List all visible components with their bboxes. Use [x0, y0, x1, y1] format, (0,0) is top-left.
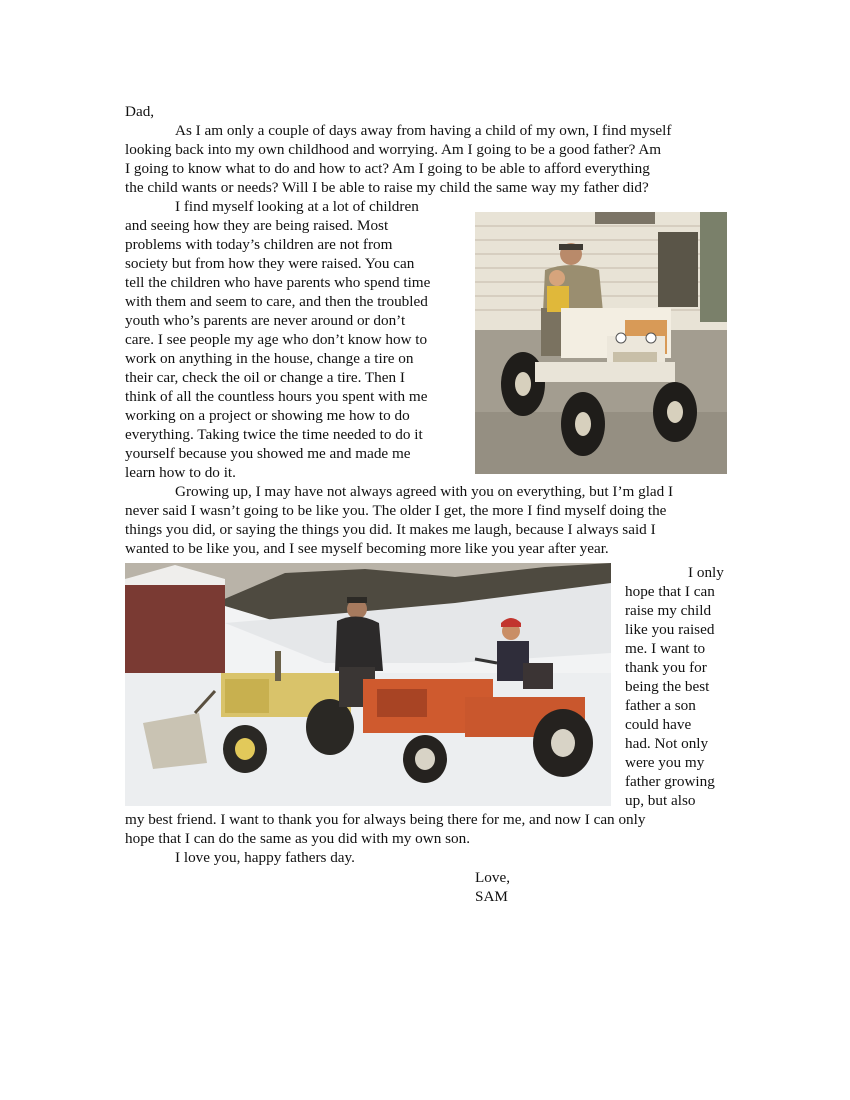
paragraph-2-line: and seeing how they are being raised. Most [125, 217, 389, 234]
paragraph-1-line: I going to know what to do and how to act? Am I going to be able to afford everything [125, 160, 650, 177]
paragraph-2-line: think of all the countless hours you spent with me [125, 388, 428, 405]
paragraph-1-line: the child wants or needs? Will I be able to raise my child the same way my father did? [125, 179, 649, 196]
photo-snow-tractors [125, 563, 611, 806]
signature: SAM [475, 888, 508, 905]
paragraph-4-side-line: I only [688, 564, 724, 581]
paragraph-2-line: tell the children who have parents who spend time [125, 274, 431, 291]
paragraph-3-line: Growing up, I may have not always agreed with you on everything, but I’m glad I [175, 483, 674, 500]
paragraph-4-side-line: like you raised [625, 621, 715, 638]
paragraph-3-line: wanted to be like you, and I see myself becoming more like you year after year. [125, 540, 609, 557]
paragraph-4-line: hope that I can do the same as you did with my own son. [125, 830, 471, 847]
sign-off: Love, [475, 869, 511, 886]
paragraph-2-line: their car, check the oil or change a tire. Then I [125, 369, 405, 386]
closing-line: I love you, happy fathers day. [175, 849, 355, 866]
paragraph-3-line: never said I wasn’t going to be like you. The older I get, the more I find myself doing the [125, 502, 667, 519]
paragraph-2-line: with them and seem to care, and then the troubled [125, 293, 428, 310]
paragraph-2-line: I find myself looking at a lot of children [175, 198, 419, 215]
paragraph-2-line: learn how to do it. [125, 464, 236, 481]
paragraph-4-side-line: were you my [625, 754, 705, 771]
paragraph-2-line: care. I see people my age who don’t know how to [125, 331, 428, 348]
paragraph-1-line: looking back into my own childhood and worrying. Am I going to be a good father? Am [125, 141, 662, 158]
paragraph-2-line: problems with today’s children are not from [125, 236, 393, 253]
paragraph-2-line: working on a project or showing me how to do [125, 407, 410, 424]
paragraph-4-side-line: father growing [625, 773, 715, 790]
paragraph-4-side-line: being the best [625, 678, 710, 695]
paragraph-1-line: As I am only a couple of days away from having a child of my own, I find myself [175, 122, 672, 139]
salutation: Dad, [125, 103, 155, 120]
paragraph-4-side-line: hope that I can [625, 583, 715, 600]
paragraph-4-side-line: father a son [625, 697, 696, 714]
paragraph-3-line: things you did, or saying the things you did. It makes me laugh, because I always said I [125, 521, 656, 538]
paragraph-4-side-line: could have [625, 716, 692, 733]
photo-father-child-tractor [475, 212, 727, 474]
paragraph-4-side-line: had. Not only [625, 735, 709, 752]
paragraph-4-side-line: thank you for [625, 659, 707, 676]
paragraph-2-line: youth who’s parents are never around or don’t [125, 312, 406, 329]
paragraph-2-line: society but from how they were raised. You can [125, 255, 415, 272]
paragraph-4-side-line: raise my child [625, 602, 712, 619]
paragraph-2-line: everything. Taking twice the time needed to do it [125, 426, 423, 443]
paragraph-4-line: my best friend. I want to thank you for always being there for me, and now I can only [125, 811, 646, 828]
paragraph-2-line: work on anything in the house, change a tire on [125, 350, 414, 367]
paragraph-4-side-line: me. I want to [625, 640, 706, 657]
paragraph-4-side-line: up, but also [625, 792, 696, 809]
paragraph-2-line: yourself because you showed me and made me [125, 445, 411, 462]
